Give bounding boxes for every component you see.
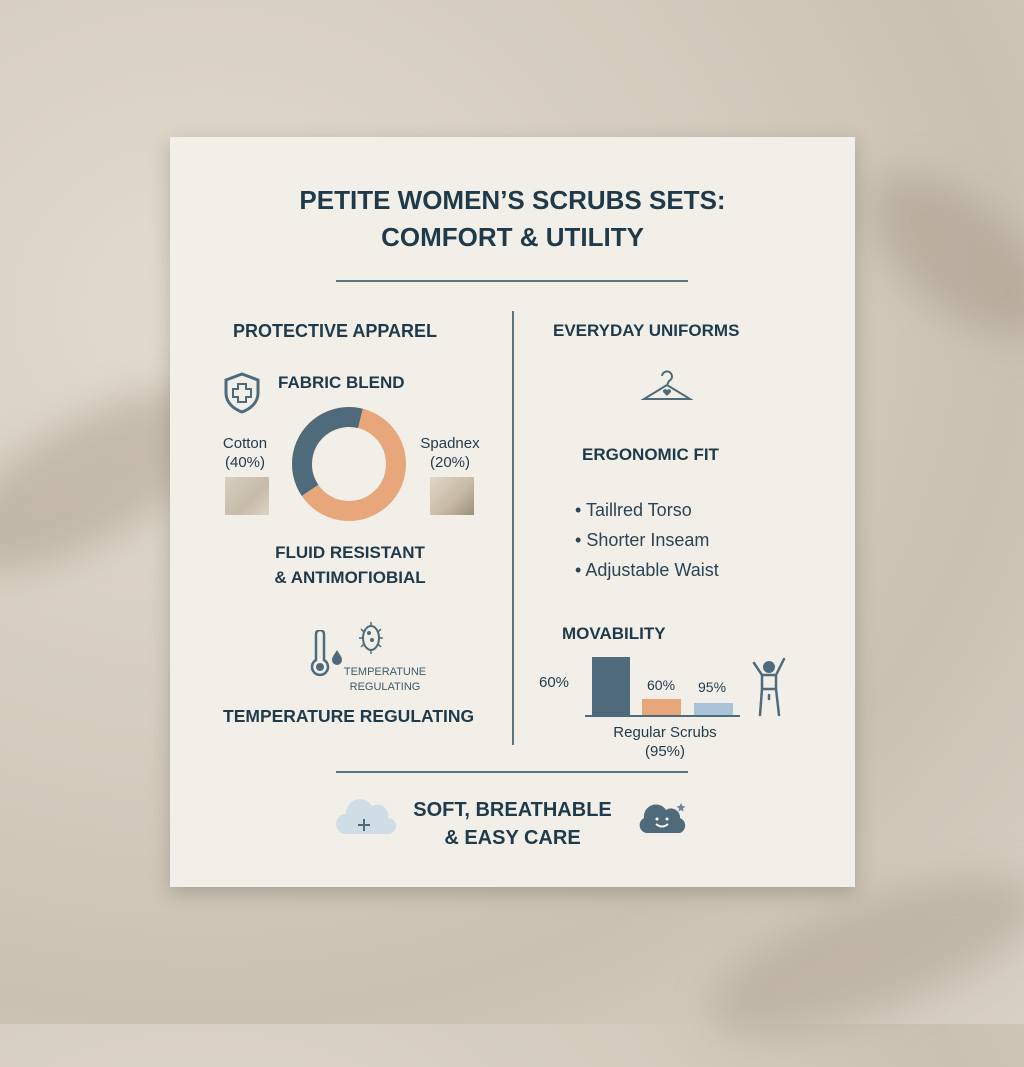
title-line-1: PETITE WOMEN’S SCRUBS SETS: — [299, 185, 726, 215]
fit-item-text: Taillred Torso — [585, 500, 692, 520]
list-item: • Adjustable Waist — [575, 560, 719, 580]
microbe-icon — [356, 621, 386, 655]
cloud-plus-icon — [334, 794, 400, 836]
footer-divider — [336, 771, 688, 773]
bar-orange — [642, 699, 681, 715]
protective-apparel-heading: PROTECTIVE APPAREL — [233, 321, 438, 341]
spandex-percent: (20%) — [429, 454, 470, 471]
caption-line-2: (95%) — [644, 743, 685, 760]
fluid-line-2: & ANTIMOΓIOBIAL — [274, 568, 426, 587]
footer-heading — [400, 796, 625, 852]
smiling-cloud-icon — [638, 799, 688, 835]
movability-side-label: 60% — [539, 674, 570, 691]
list-item: • Taillred Torso — [575, 500, 692, 520]
fabric-fold — [840, 142, 1024, 368]
fabric-blend-donut — [290, 405, 408, 523]
fit-item-text: Shorter Inseam — [586, 530, 710, 550]
title-divider — [336, 280, 688, 282]
page-title — [170, 182, 855, 256]
fluid-resistant-heading — [230, 540, 470, 590]
temp-small-line-1: TEMPERATUNE — [343, 666, 427, 678]
person-stretching-icon — [750, 655, 790, 719]
bar-dark — [592, 657, 630, 715]
ergonomic-fit-heading: ERGONOMIC FIT — [582, 445, 719, 464]
everyday-uniforms-heading: EVERYDAY UNIFORMS — [553, 321, 740, 340]
spandex-swatch — [430, 477, 474, 515]
cotton-name: Cotton — [222, 435, 268, 452]
spandex-name: Spadnex — [420, 435, 480, 452]
footer-line-2: & EASY CARE — [444, 827, 581, 849]
cotton-percent: (40%) — [224, 454, 265, 471]
temperature-small-label — [330, 665, 440, 695]
footer-line-1: SOFT, BREATHABLE — [413, 799, 612, 821]
fit-item-text: Adjustable Waist — [585, 560, 719, 580]
fit-list — [575, 495, 719, 585]
temperature-regulating-heading: TEMPERATURE REGULATING — [223, 706, 475, 726]
infographic-card — [170, 137, 855, 887]
bar-blue-label: 95% — [698, 679, 727, 695]
column-divider — [512, 311, 514, 745]
movability-heading: MOVABILITY — [562, 624, 666, 643]
caption-line-1: Regular Scrubs — [613, 724, 717, 741]
cotton-swatch — [225, 477, 269, 515]
hanger-heart-icon — [640, 367, 694, 407]
movability-bar-chart — [585, 652, 740, 717]
bar-blue — [694, 703, 733, 715]
spandex-label — [410, 434, 490, 472]
fabric-blend-title: FABRIC BLEND — [278, 373, 405, 392]
movability-caption — [590, 723, 740, 761]
shield-plus-icon — [222, 371, 262, 415]
bar-orange-label: 60% — [647, 677, 676, 693]
fluid-line-1: FLUID RESISTANT — [275, 543, 425, 562]
title-line-2: COMFORT & UTILITY — [381, 222, 644, 252]
temp-small-line-2: REGULATING — [349, 681, 421, 693]
list-item: • Shorter Inseam — [575, 530, 710, 550]
cotton-label — [210, 434, 280, 472]
